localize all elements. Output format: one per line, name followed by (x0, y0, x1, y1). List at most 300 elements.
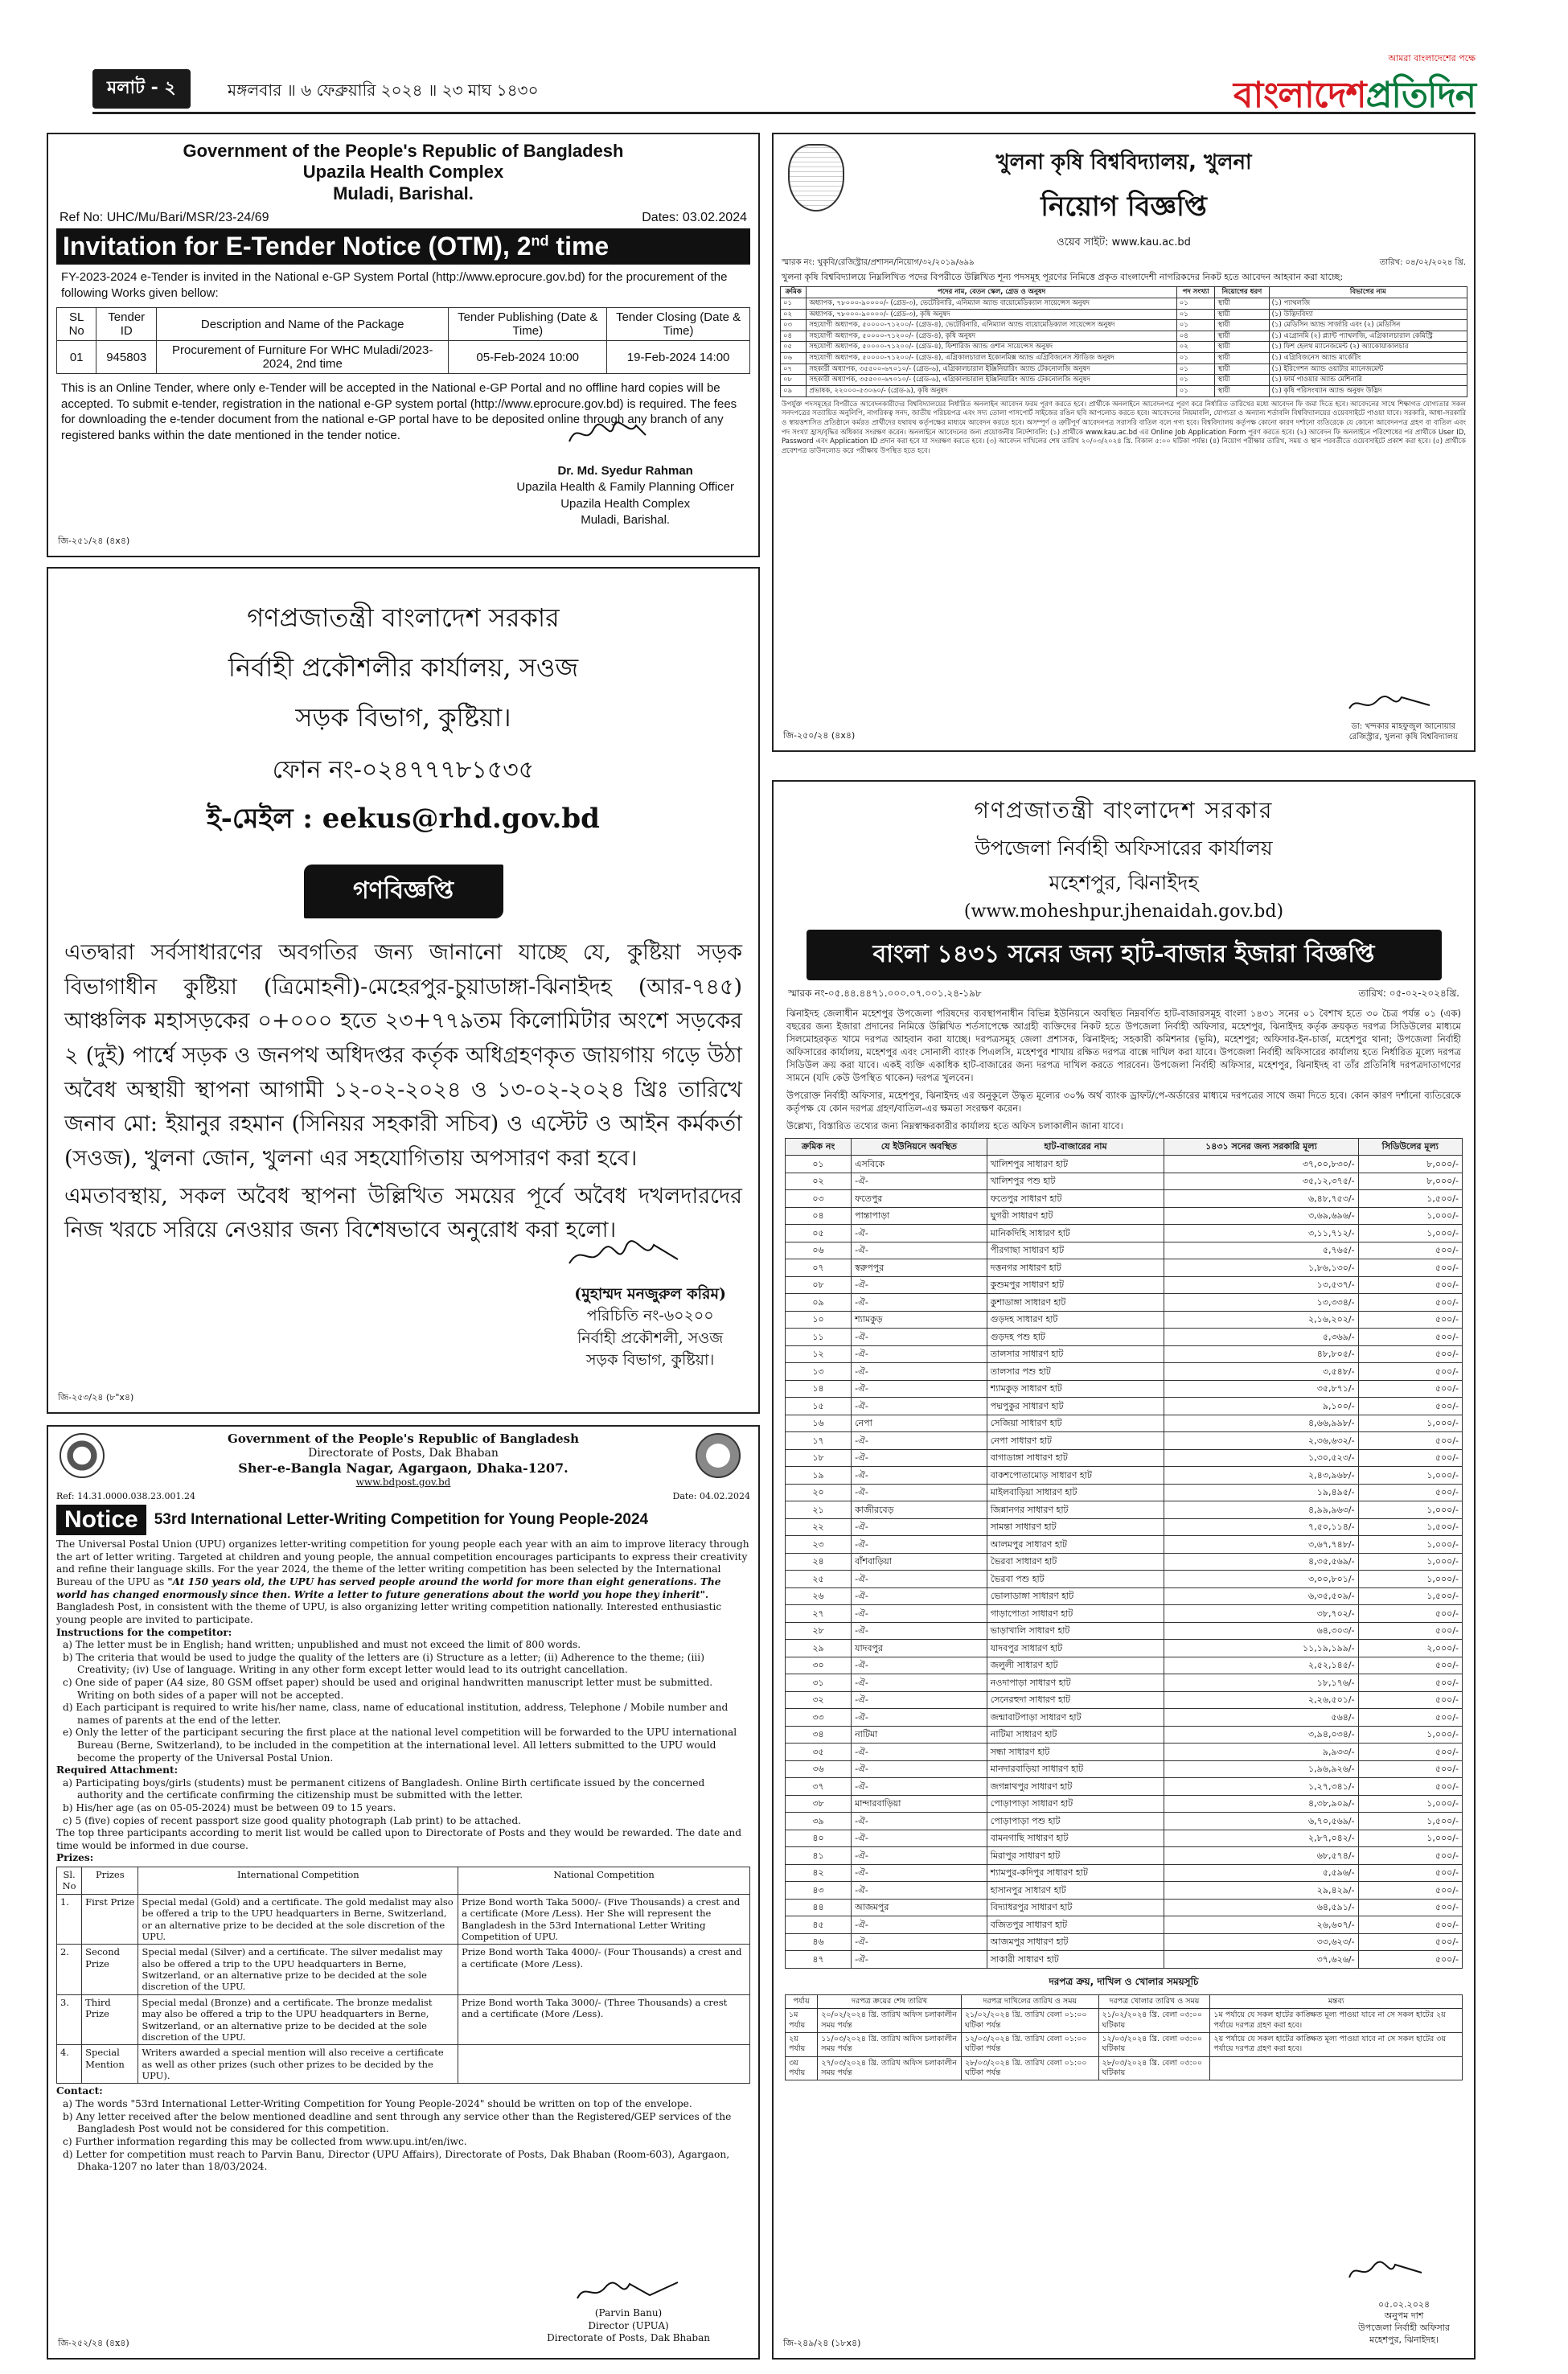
column-header: সিডিউলের মূল্য (1358, 1138, 1462, 1156)
table-cell: ২৩ (786, 1536, 852, 1554)
kau-posts-table-body (781, 298, 1467, 396)
table-cell: -ঐ- (852, 1276, 987, 1294)
table-cell: স্থায়ী (1215, 320, 1269, 331)
table-cell: ৫,৭৬৫/- (1164, 1242, 1358, 1259)
table-cell: ০২ (786, 1173, 852, 1190)
rhd-line2: নির্বাহী প্রকৌশলীর কার্যালয়, সওজ (228, 652, 579, 683)
table-cell: ২১ (786, 1501, 852, 1519)
muladi-banner-tail: time (548, 232, 610, 261)
table-cell: ২,১৬,২০২/- (1164, 1311, 1358, 1329)
muladi-intro: FY-2023-2024 e-Tender is invited in the National e-GP System Portal (http://www.eprocure.gov.bd) for the procurement of the following Works given bellow: (61, 270, 728, 300)
kau-body: উপর্যুক্ত পদসমূহের বিপরীতে আবেদনকারীদের বিশ্ববিদ্যালয়ের নির্ধারিত অনলাইন আবেদন ফরম পূরণ করতে হবে। প্রার্থীকে অনলাইনে আবেদনপত্র পূরণ করে নির্ধারিত তারিখের মধ্যে আবেদন ফি জমা দিতে হবে। আবেদনের সাথে শিক্ষাগত যোগ্যতার সকল সনদপত্রের সত্যায়িত অনুলিপি, নাগরিকত্ব সনদ, জাতীয় পরিচয়পত্র এবং সদ্য তোলা পাসপোর্ট সাইজের রঙিন ছবি আপলোড করতে হবে। আবেদনের নিয়মাবলি, যোগ্যতা ও অন্যান্য শর্তাবলি বিশ্ববিদ্যালয়ের ওয়েবসাইটে পাওয়া যাবে। সরকারি, আধা-সরকারি ও স্বায়ত্তশাসিত প্রতিষ্ঠানে কর্মরত প্রার্থীদের যথাযথ কর্তৃপক্ষের মাধ্যমে আবেদন করতে হবে। অসম্পূর্ণ ও ত্রুটিপূর্ণ আবেদনপত্র সরাসরি বাতিল বলে গণ্য হবে। বিশ্ববিদ্যালয় কর্তৃপক্ষ কোনো কারণ দর্শানো ব্যতিরেকে যে কোনো আবেদনপত্র গ্রহণ বা বাতিল এবং পদ সংখ্যা হ্রাস/বৃদ্ধির অধিকার সংরক্ষণ করেন। অনলাইনে আবেদনের জন্য প্রয়োজনীয় নির্দেশাবলি: (১) প্রার্থীকে www.kau.ac.bd এর Online Job Application Form পূরণ করতে হবে। (২) আবেদন ফি অনলাইনে পরিশোধের পর প্রার্থীকে User ID, Password এবং Application ID প্রদান করা হবে যা সংরক্ষণ করতে হবে। (৩) আবেদন দাখিলের শেষ তারিখ ২০/০৩/২০২৪ খ্রি. বিকাল ৫:০০ ঘটিকা পর্যন্ত। (৪) নিয়োগ পরীক্ষার তারিখ, সময় ও স্থান পরবর্তীতে ওয়েবসাইটে প্রকাশ করা হবে। (৫) প্রার্থীকে প্রবেশপত্র ডাউনলোড করে পরীক্ষায় উপস্থিত হতে হবে। (782, 400, 1466, 456)
table-row (786, 1674, 1463, 1692)
table-cell: ৪৮,৮০৫/- (1164, 1345, 1358, 1363)
table-cell: দত্তনগর সাধারণ হাট (987, 1259, 1164, 1277)
posts-top3: The top three participants according to merit list would be called upon to Directorate of Posts and they would be rewarded. The date and time would be informed in due course. (56, 1827, 742, 1851)
table-cell: ৪৪ (786, 1899, 852, 1916)
column-header: যে ইউনিয়নে অবস্থিত (852, 1138, 987, 1156)
table-cell: -ঐ- (852, 1916, 987, 1934)
posts-date: Date: 04.02.2024 (672, 1491, 750, 1502)
table-cell: ১,০০০/- (1358, 1467, 1462, 1485)
posts-ref: Ref: 14.31.0000.038.23.001.24 (56, 1491, 196, 1502)
table-row (786, 1380, 1463, 1398)
hat-date: তারিখ: ০৫-০২-২০২৪খ্রি. (1358, 988, 1459, 999)
table-cell: ৩,১১,৭১২/- (1164, 1225, 1358, 1242)
table-cell: ৫০০/- (1358, 1363, 1462, 1381)
hat-sign3: মহেশপুর, ঝিনাইদহ। (1369, 2335, 1439, 2346)
table-row (781, 342, 1467, 353)
column-header: পদ সংখ্যা (1176, 287, 1215, 298)
table-cell: সহযোগী অধ্যাপক, ৫০০০০-৭১২০০/- (গ্রেড-৪), ফিশারিজ অ্যান্ড ওশান সায়েন্সেস অনুষদ (807, 342, 1176, 353)
table-cell: ০১ (781, 298, 807, 309)
table-cell: Special medal (Bronze) and a certificate. The bronze medalist may also be offered a trip to the UPU headquarters in Berne, Switzerland, or an alternative prize to be decided at the sole discretion of the UPU. (138, 1994, 458, 2045)
table-row (786, 1709, 1463, 1727)
table-cell: ৫০০/- (1358, 1882, 1462, 1900)
kau-web: ওয়েব সাইট: www.kau.ac.bd (1057, 236, 1191, 248)
table-row (786, 1225, 1463, 1242)
kau-sign2: রেজিস্ট্রার, খুলনা কৃষি বিশ্ববিদ্যালয় (1348, 733, 1458, 741)
table-cell: ৫০০/- (1358, 1380, 1462, 1398)
muladi-sign2: Upazila Health Complex (560, 496, 691, 511)
table-cell: ভৈরবা সাধারণ হাট (987, 1553, 1164, 1571)
column-header: Prizes (82, 1867, 138, 1895)
table-row (786, 1449, 1463, 1467)
table-cell: ৪৭ (786, 1951, 852, 1969)
muladi-office: Upazila Health Complex (302, 162, 504, 183)
table-cell: ৫০০/- (1358, 1294, 1462, 1312)
table-cell: ১,০০০/- (1358, 1225, 1462, 1242)
posts-intro2: Bangladesh Post, in consistent with the theme of UPU, is also organizing letter writing competition nationally. Interested enthusiastic young people are invited to participate. (56, 1601, 722, 1625)
table-cell: পোড়াপাড়া সাধারণ হাট (987, 1795, 1164, 1813)
table-cell: ০১ (1176, 309, 1215, 320)
table-row (786, 1190, 1463, 1208)
table-cell: ৫০০/- (1358, 1449, 1462, 1467)
table-cell: ৫০০/- (1358, 1657, 1462, 1674)
posts-theme: "At 150 years old, the UPU has served people around the world for more than eight generations. The world has changed enormously since then. Write a letter to future generations about the world you hope they inherit". (56, 1576, 721, 1600)
column-header: নিয়োগের ধরণ (1215, 287, 1269, 298)
table-cell: ১০ (786, 1311, 852, 1329)
table-cell: -ঐ- (852, 1744, 987, 1761)
table-cell: ১৩,৫৩৭/- (1164, 1276, 1358, 1294)
table-row (786, 2009, 1463, 2033)
table-cell: ০৭ (781, 363, 807, 375)
table-row (781, 375, 1467, 386)
table-cell: ৫০০/- (1358, 1916, 1462, 1934)
table-cell: ৩৩ (786, 1709, 852, 1727)
table-cell: স্থায়ী (1215, 385, 1269, 396)
table-cell: গুড়দহ সাধারণ হাট (987, 1311, 1164, 1329)
table-cell: ৫০০/- (1358, 1744, 1462, 1761)
table-cell: ৪৫ (786, 1916, 852, 1934)
table-cell: ০৮ (781, 375, 807, 386)
table-cell: ৩৮ (786, 1795, 852, 1813)
masthead-name-left: বাংলাদেশ (1233, 75, 1366, 116)
posts-dept: Directorate of Posts, Dak Bhaban (308, 1446, 499, 1460)
hat-sign2: উপজেলা নির্বাহী অফিসার (1358, 2323, 1450, 2334)
table-cell: ৩২ (786, 1691, 852, 1709)
table-cell: -ঐ- (852, 1864, 987, 1882)
table-cell: -ঐ- (852, 1467, 987, 1485)
table-cell: জন্মাবাটপাড়া সাধারণ হাট (987, 1709, 1164, 1727)
table-cell: (১) কৃষি পরিসংখ্যান অ্যান্ড অনুষদ উদ্ভিদ (1269, 385, 1467, 396)
page-date: মঙ্গলবার ॥ ৬ ফেব্রুয়ারি ২০২৪ ॥ ২৩ মাঘ ১৪৩০ (228, 80, 539, 100)
table-cell: ১৩ (786, 1363, 852, 1381)
table-cell: ১ম পর্যায় (786, 2009, 818, 2033)
table-cell: ৫০০/- (1358, 1329, 1462, 1346)
table-cell: ০৮ (786, 1276, 852, 1294)
table-cell: ১,০০০/- (1358, 1795, 1462, 1813)
table-row (786, 1242, 1463, 1259)
table-cell: -ঐ- (852, 1622, 987, 1640)
hat-bazar-ad (772, 780, 1476, 2360)
table-cell: ১৩,৩৩৪/- (1164, 1294, 1358, 1312)
table-row (786, 1276, 1463, 1294)
table-cell: ০১ (1176, 385, 1215, 396)
table-row (786, 1916, 1463, 1934)
table-cell: 945803 (96, 341, 157, 374)
table-cell: ১,৩০,৫২৩/- (1164, 1449, 1358, 1467)
posts-sign2: Director (UPUA) (588, 2319, 669, 2331)
table-header-row (57, 1867, 750, 1895)
rhd-para-1: এতদ্বারা সর্বসাধারণের অবগতির জন্য জানানো যাচ্ছে যে, কুষ্টিয়া সড়ক বিভাগাধীন কুষ্টিয়া (ত্রিমোহনী)-মেহেরপুর-চুয়াডাঙ্গা-ঝিনাইদহ (আর-৭৪৫) আঞ্চলিক মহাসড়কের ০+০০০ হতে ২৩+৭৭৯তম কিলোমিটার অংশে সড়কের ২ (দুই) পার্শ্বে সড়ক ও জনপথ অধিদপ্তর কর্তৃক অধিগ্রহণকৃত জায়গায় গড়ে উঠা অবৈধ অস্থায়ী স্থাপনা আগামী ১২-০২-২০২৪ ও ১৩-০২-২০২৪ খ্রিঃ তারিখে জনাব মো: ইয়ানুর রহমান (সিনিয়র সহকারী সচিব) ও এস্টেট ও আইন কর্মকর্তা (সওজ), খুলনা জোন, খুলনা এর সহযোগিতায় অপসারণ করা হবে। (64, 940, 742, 1171)
table-cell: (১) এগ্রিবিজনেস অ্যান্ড মার্কেটিং (1269, 353, 1467, 364)
posts-address: Sher-e-Bangla Nagar, Agargaon, Dhaka-1207. (238, 1460, 569, 1477)
table-cell: ২,৪৩,৯৬৮/- (1164, 1467, 1358, 1485)
table-cell: (১) উদ্ভিদবিদ্যা (1269, 309, 1467, 320)
table-cell: ১৮,১৭৬/- (1164, 1674, 1358, 1692)
table-cell: অধ্যাপক, ৭৮০০০-৯০০০০/- (গ্রেড-৩), কৃষি অনুষদ (807, 309, 1176, 320)
contact-item: d) Letter for competition must reach to Parvin Banu, Director (UPU Affairs), Directorate of Posts, Dak Bhaban (Room-603), Agargaon, Dhaka-1207 no later than 18/03/2024. (63, 2148, 730, 2173)
table-cell: -ঐ- (852, 1398, 987, 1415)
table-row (57, 1994, 750, 2045)
table-cell: -ঐ- (852, 1173, 987, 1190)
column-header: SL No (57, 308, 96, 341)
table-cell: যাদবপুর সাধারণ হাট (987, 1640, 1164, 1657)
table-cell: ৬,৪৮,৭৫৩/- (1164, 1190, 1358, 1208)
table-cell: ১৮ (786, 1449, 852, 1467)
posts-contact-title: Contact: (56, 2085, 103, 2097)
column-header: দরপত্র দাখিলের তারিখ ও সময় (961, 1994, 1098, 2008)
table-row (786, 1311, 1463, 1329)
table-cell: ২৭/০৩/২০২৪ খ্রি. তারিখ অফিস চলাকালীন সময় পর্যন্ত (818, 2056, 962, 2080)
table-cell: ২৭ (786, 1605, 852, 1623)
column-header: পদের নাম, বেতন স্কেল, গ্রেড ও অনুষদ (807, 287, 1176, 298)
table-cell: -ঐ- (852, 1432, 987, 1450)
table-cell: মান্দারবাড়িয়া (852, 1795, 987, 1813)
table-row (781, 363, 1467, 375)
table-cell: ৩০ (786, 1657, 852, 1674)
table-cell: ৪১ (786, 1847, 852, 1865)
post-logo-icon (696, 1433, 741, 1478)
table-row (786, 1329, 1463, 1346)
table-cell: তালসার পশু হাট (987, 1363, 1164, 1381)
muladi-gov: Government of the People's Republic of Bangladesh (183, 141, 624, 161)
table-cell: ৩,৯৪,০৩৪/- (1164, 1726, 1358, 1744)
table-cell: ২৬,৬০৭/- (1164, 1916, 1358, 1934)
table-cell: নেপা (852, 1415, 987, 1432)
column-header: পর্যায় (786, 1994, 818, 2008)
muladi-banner-text: Invitation for E-Tender Notice (OTM), 2 (63, 232, 532, 261)
table-cell: 05-Feb-2024 10:00 (449, 341, 607, 374)
table-cell: 4. (57, 2045, 82, 2084)
table-cell: ৩,৫৪৮/- (1164, 1363, 1358, 1381)
table-cell: -ঐ- (852, 1657, 987, 1674)
masthead-name (1233, 68, 1476, 127)
table-cell: ৫০০/- (1358, 1398, 1462, 1415)
table-row (786, 1657, 1463, 1674)
rhd-notice-ad (47, 567, 760, 1414)
table-cell: ২৫ (786, 1571, 852, 1588)
table-cell: ২,৫২,১৪৫/- (1164, 1657, 1358, 1674)
muladi-banner (56, 228, 750, 265)
table-cell: স্থায়ী (1215, 353, 1269, 364)
table-cell: ২৯ (786, 1640, 852, 1657)
posts-web: www.bdpost.gov.bd (355, 1477, 451, 1489)
table-cell: আজমপুর (852, 1899, 987, 1916)
table-row (786, 1882, 1463, 1900)
posts-signature (547, 2307, 710, 2345)
instruction-item: d) Each participant is required to write his/her name, class, name of educational institution, address, Telephone / Mobile number and names of parents at the end of the letter. (63, 1702, 729, 1726)
table-cell: ৫,৫৯৬/- (1164, 1864, 1358, 1882)
table-cell: ০৫ (781, 342, 807, 353)
table-cell: ৩৭,৬২৬/- (1164, 1951, 1358, 1969)
table-row (786, 2056, 1463, 2080)
table-cell: সন্ধা সাধারণ হাট (987, 1744, 1164, 1761)
table-row (786, 1587, 1463, 1605)
table-cell: ১ম পর্যায়ে যে সকল হাটের কাঙ্ক্ষিত মূল্য পাওয়া যাবে না সে সকল হাটের ২য় পর্যায়ে দরপত্র গ্রহণ করা হবে। (1210, 2009, 1463, 2033)
page-header (92, 53, 1476, 116)
table-cell: পান্তাপাড়া (852, 1207, 987, 1225)
notice-tag: Notice (56, 1505, 146, 1535)
kau-title: খুলনা কৃষি বিশ্ববিদ্যালয়, খুলনা (995, 150, 1252, 175)
table-cell: ৪৬ (786, 1933, 852, 1951)
table-cell: ৫০০/- (1358, 1899, 1462, 1916)
table-cell: ১,০০০/- (1358, 1207, 1462, 1225)
posts-ref-row (56, 1491, 750, 1501)
table-cell: -ঐ- (852, 1225, 987, 1242)
table-cell: স্থায়ী (1215, 309, 1269, 320)
table-cell: ২,২৬,৫০১/- (1164, 1691, 1358, 1709)
table-cell: 1. (57, 1894, 82, 1945)
instruction-item: a) The letter must be in English; hand written; unpublished and must not exceed the limit of 800 words. (63, 1639, 581, 1651)
table-cell: ০২ (1176, 342, 1215, 353)
table-cell: (১) এগ্রোনমি (২) প্ল্যান্ট প্যাথলজি, এগ্রিকালচারাল কেমিস্ট্রি (1269, 331, 1467, 342)
table-cell: বাগাডাঙ্গা সাধারণ হাট (987, 1449, 1164, 1467)
kau-banner: নিয়োগ বিজ্ঞপ্তি (1041, 191, 1207, 223)
table-cell: ৩৩,৬২৩/- (1164, 1933, 1358, 1951)
table-cell: ১৪ (786, 1380, 852, 1398)
table-cell: Special Mention (82, 2045, 138, 2084)
table-cell: ০৩ (781, 320, 807, 331)
table-cell: কুশুমপুর সাধারণ হাট (987, 1276, 1164, 1294)
table-cell: -ঐ- (852, 1882, 987, 1900)
table-cell: শ্যামপুর-কদিপুর সাধারণ হাট (987, 1864, 1164, 1882)
table-cell: -ঐ- (852, 1830, 987, 1847)
hat-bazar-table (785, 1138, 1463, 1969)
table-cell: ভাড়াখালি সাধারণ হাট (987, 1622, 1164, 1640)
schedule-table (785, 1994, 1463, 2080)
instruction-item: b) The criteria that would be used to judge the quality of the letters are (i) Structure as a letter; (ii) Adherence to the theme; (iii) Creativity; (iv) Use of language. Writing in any other form except letter would lead to its outright cancellation. (63, 1651, 704, 1676)
rhd-email: ই-মেইল : eekus@rhd.gov.bd (207, 803, 600, 835)
table-cell: -ঐ- (852, 1951, 987, 1969)
table-cell: Prize Bond worth Taka 4000/- (Four Thousands) a crest and a certificate (More /Less). (458, 1945, 750, 1995)
posts-instr-title: Instructions for the competitor: (56, 1626, 232, 1638)
table-cell: ৫০০/- (1358, 1311, 1462, 1329)
schedule-table-body (786, 2009, 1463, 2080)
table-cell: ১৯,৪৯৫/- (1164, 1484, 1358, 1501)
signature-icon (1345, 2257, 1426, 2284)
table-row (786, 1640, 1463, 1657)
hat-sig-date: ০৫.০২.২০২৪ (1377, 2298, 1430, 2310)
table-cell: ৩৫,৮৭১/- (1164, 1380, 1358, 1398)
table-cell: ২৮/০৩/২০২৪ খ্রি. বেলা ০৩:০০ ঘটিকায় (1098, 2056, 1210, 2080)
column-header: বিভাগের নাম (1269, 287, 1467, 298)
table-cell: -ঐ- (852, 1536, 987, 1554)
kau-date: তারিখ: ০৪/০২/২০২৪ খ্রি. (1379, 258, 1466, 267)
rhd-line1: গণপ্রজাতন্ত্রী বাংলাদেশ সরকার (247, 602, 560, 633)
muladi-sign1: Upazila Health & Family Planning Officer (516, 480, 734, 495)
table-cell: ৩৫ (786, 1744, 852, 1761)
table-cell: ৫০০/- (1358, 1259, 1462, 1277)
column-header: ১৪৩১ সনের জন্য সরকারি মূল্য (1164, 1138, 1358, 1156)
table-row (786, 2032, 1463, 2056)
table-cell: Prize Bond worth Taka 5000/- (Five Thousands) a crest and a certificate (More /Less). Her She will represent the Bangladesh in the 53rd International Letter Writing Competition of UPU. (458, 1894, 750, 1945)
table-cell: ৪,৩৫,৫৬৯/- (1164, 1553, 1358, 1571)
table-row (786, 1951, 1463, 1969)
table-row (786, 1415, 1463, 1432)
table-row (781, 309, 1467, 320)
table-cell: Third Prize (82, 1994, 138, 2045)
page-label: মলাট - ২ (92, 69, 191, 109)
table-cell: স্বরুপপুর (852, 1259, 987, 1277)
table-cell (1210, 2056, 1463, 2080)
posts-title-row (56, 1505, 750, 1535)
table-cell: -ঐ- (852, 1518, 987, 1536)
table-cell: ১২/০৩/২০২৪ খ্রি. বেলা ০৩:০০ ঘটিকায় (1098, 2032, 1210, 2056)
table-cell: ৫০০/- (1358, 1622, 1462, 1640)
table-header-row (781, 287, 1467, 298)
table-cell: গুড়দহ পশু হাট (987, 1329, 1164, 1346)
table-cell: নওদাপাড়া সাধারণ হাট (987, 1674, 1164, 1692)
table-cell: ৪,৩৮,৯০৯/- (1164, 1795, 1358, 1813)
table-row (786, 1760, 1463, 1778)
posts-requirements (56, 1777, 750, 1827)
table-cell: ৫০০/- (1358, 1709, 1462, 1727)
table-cell: ৩য় পর্যায় (786, 2056, 818, 2080)
rhd-body (64, 936, 742, 1248)
table-row (786, 1432, 1463, 1450)
table-cell: শ্যামকুড় সাধারণ হাট (987, 1380, 1164, 1398)
table-row (786, 1345, 1463, 1363)
table-cell: ৫০০/- (1358, 1484, 1462, 1501)
table-cell: (১) ফিশ হেলথ ম্যানেজমেন্ট (২) অ্যাকোয়াকালচার (1269, 342, 1467, 353)
table-cell: ৫০০/- (1358, 1432, 1462, 1450)
table-cell: ৫০০/- (1358, 1864, 1462, 1882)
muladi-signer: Dr. Md. Syedur Rahman (557, 464, 693, 478)
table-cell: -ঐ- (852, 1329, 987, 1346)
table-cell: স্থায়ী (1215, 363, 1269, 375)
table-cell: জলুলী সাধারণ হাট (987, 1657, 1164, 1674)
table-cell: ৩৫,১২,৩৭৫/- (1164, 1173, 1358, 1190)
table-cell: ৬,৭০,৫৬৯/- (1164, 1813, 1358, 1830)
table-cell: ১,৫০০/- (1358, 1587, 1462, 1605)
posts-contact (56, 2098, 750, 2174)
table-cell: ১,০০০/- (1358, 1536, 1462, 1554)
table-cell: -ঐ- (852, 1709, 987, 1727)
table-cell: ৩,৬৯,৬৯৬/- (1164, 1207, 1358, 1225)
kau-header (780, 146, 1467, 252)
kau-ref: স্মারক নং: খুকৃবি/রেজিস্ট্রার/প্রশাসন/নিয়োগ/৩২/২০১৯/৬৯৯ (782, 258, 975, 267)
table-cell: Second Prize (82, 1945, 138, 1995)
table-cell: Prize Bond worth Taka 3000/- (Three Thousands) a crest and a certificate (More /Less). (458, 1994, 750, 2045)
table-cell: ৫০০/- (1358, 1847, 1462, 1865)
table-row (786, 1813, 1463, 1830)
table-cell: First Prize (82, 1894, 138, 1945)
table-row (786, 1622, 1463, 1640)
table-cell: ০১ (1176, 298, 1215, 309)
posts-gov: Government of the People's Republic of Bangladesh (228, 1431, 579, 1446)
table-header-row (57, 308, 750, 341)
table-row (57, 1945, 750, 1995)
rhd-para-2: এমতাবস্থায়, সকল অবৈধ স্থাপনা উল্লিখিত সময়ের পূর্বে অবৈধ দখলদারদের নিজ খরচে সরিয়ে নেওয়ার জন্য বিশেষভাবে অনুরোধ করা হলো। (64, 1183, 742, 1243)
table-cell: ৪২ (786, 1864, 852, 1882)
table-cell: ০১ (1176, 320, 1215, 331)
column-header: Description and Name of the Package (157, 308, 449, 341)
hat-header (785, 793, 1463, 922)
masthead-logo (1233, 51, 1476, 127)
schedule-title: দরপত্র ক্রয়, দাখিল ও খোলার সময়সূচি (1049, 1975, 1199, 1987)
table-cell: স্থায়ী (1215, 342, 1269, 353)
table-cell: ৫০০/- (1358, 1951, 1462, 1969)
table-cell: ১,০০০/- (1358, 1571, 1462, 1588)
table-cell: -ঐ- (852, 1674, 987, 1692)
table-cell: ২,৮৭,০৪২/- (1164, 1830, 1358, 1847)
table-cell: ১,৫০০/- (1358, 1190, 1462, 1208)
table-cell: -ঐ- (852, 1380, 987, 1398)
muladi-ref-row (60, 211, 747, 225)
table-cell: ০৪ (1176, 331, 1215, 342)
table-cell: বাঁশবাড়িয়া (852, 1553, 987, 1571)
requirement-item: b) His/her age (as on 05-05-2024) must be between 09 to 15 years. (63, 1802, 396, 1814)
table-row (786, 1726, 1463, 1744)
posts-signer: (Parvin Banu) (594, 2307, 663, 2319)
column-header: Sl. No (57, 1867, 82, 1895)
table-cell: সহকারী অধ্যাপক, ৩৫৫০০-৬৭০১০/- (গ্রেড-৬), এগ্রিকালচারাল ইঞ্জিনিয়ারিং অ্যান্ড টেকনোলজি অনুষদ (807, 375, 1176, 386)
table-cell: ২২ (786, 1518, 852, 1536)
table-cell: ৫০০/- (1358, 1605, 1462, 1623)
table-cell: ফতেপুর সাধারণ হাট (987, 1190, 1164, 1208)
table-row (57, 2045, 750, 2084)
table-cell: নাটিমা সাধারণ হাট (987, 1726, 1164, 1744)
table-cell: সহযোগী অধ্যাপক, ৫০০০০-৭১২০০/- (গ্রেড-৪), কৃষি অনুষদ (807, 331, 1176, 342)
table-cell: যাদবপুর (852, 1640, 987, 1657)
table-cell: ০২ (781, 309, 807, 320)
table-cell: অধ্যাপক, ৭৮০০০-৯০০০০/- (গ্রেড-৩), ভেটেরিনারি, এনিম্যাল অ্যান্ড বায়োমেডিক্যাল সায়েন্সেস অনুষদ (807, 298, 1176, 309)
instruction-item: e) Only the letter of the participant securing the first place at the national level competition will be forwarded to the UPU international Bureau (Berne, Switzerland), to be included in the competition at the international level. All letters submitted to the UPU would become the property of the Universal Postal Union. (63, 1727, 737, 1764)
kau-intro: খুলনা কৃষি বিশ্ববিদ্যালয়ে নিম্নলিখিত পদের বিপরীতে উল্লিখিত শূন্য পদসমূহ পূরণের নিমিত্তে প্রকৃত বাংলাদেশী নাগরিকদের নিকট হতে আবেদন আহবান করা যাচ্ছে: (782, 272, 1344, 282)
table-cell: হাসানপুর সাধারণ হাট (987, 1882, 1164, 1900)
table-row (786, 1933, 1463, 1951)
table-cell: ১,৫০০/- (1358, 1518, 1462, 1536)
posts-title: 53rd International Letter-Writing Competition for Young People-2024 (154, 1511, 649, 1529)
table-row (781, 385, 1467, 396)
muladi-body: This is an Online Tender, where only e-Tender will be accepted in the National e-GP Portal and no offline hard copies will be accepted. To submit e-tender, registration in the national e-GP system portal (http://www.eprocure.gov.bd) is required. The fees for downloading the e-tender document from the national e-GP portal have to be deposited online through any branch of any registered banks within the date mentioned in the tender notice. (61, 381, 737, 442)
table-cell: ২০/০২/২০২৪ খ্রি. তারিখ অফিস চলাকালীন সময় পর্যন্ত (818, 2009, 962, 2033)
table-cell: (১) ফার্ম পাওয়ার অ্যান্ড মেশিনারি (1269, 375, 1467, 386)
muladi-ref: Ref No: UHC/Mu/Bari/MSR/23-24/69 (60, 211, 269, 225)
table-cell: -ঐ- (852, 1933, 987, 1951)
table-cell: ৯,১০০/- (1164, 1398, 1358, 1415)
